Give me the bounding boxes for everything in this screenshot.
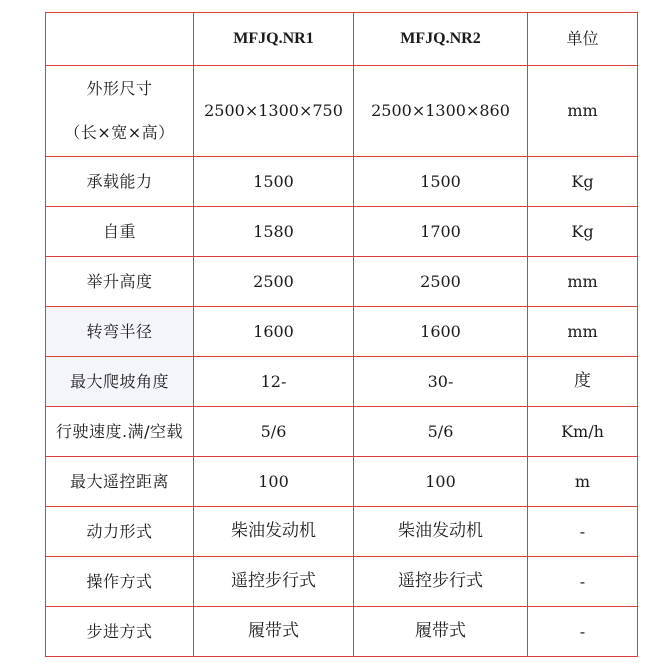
value-unit: Km/h xyxy=(528,407,638,457)
value-model-a: 1500 xyxy=(194,157,354,207)
table-row-travel-speed xyxy=(46,407,638,457)
table-row-dimensions xyxy=(46,66,638,157)
row-label: 行驶速度.满/空载 xyxy=(46,407,194,457)
row-label: 最大爬坡角度 xyxy=(46,357,194,407)
value-model-b: 5/6 xyxy=(354,407,528,457)
row-label: 转弯半径 xyxy=(46,307,194,357)
value-model-a: 2500 xyxy=(194,257,354,307)
spec-table xyxy=(45,12,638,657)
row-label-line2: （长×宽×高） xyxy=(64,123,175,142)
table-row-operation-mode xyxy=(46,557,638,607)
table-row-travel-mode xyxy=(46,607,638,657)
value-unit: - xyxy=(528,507,638,557)
header-model-a: MFJQ.NR1 xyxy=(194,13,354,66)
value-model-a: 履带式 xyxy=(194,607,354,657)
header-label-cell xyxy=(46,13,194,66)
value-unit: Kg xyxy=(528,157,638,207)
value-unit: mm xyxy=(528,66,638,157)
table-row-load-capacity xyxy=(46,157,638,207)
table-row-self-weight xyxy=(46,207,638,257)
value-unit: Kg xyxy=(528,207,638,257)
row-label: 承载能力 xyxy=(46,157,194,207)
value-model-b: 1600 xyxy=(354,307,528,357)
value-model-b: 遥控步行式 xyxy=(354,557,528,607)
value-model-a: 遥控步行式 xyxy=(194,557,354,607)
row-label: 自重 xyxy=(46,207,194,257)
value-unit: - xyxy=(528,557,638,607)
table-row-max-climb-angle xyxy=(46,357,638,407)
value-model-b: 柴油发动机 xyxy=(354,507,528,557)
value-model-a: 2500×1300×750 xyxy=(194,66,354,157)
value-model-b: 100 xyxy=(354,457,528,507)
value-model-b: 1500 xyxy=(354,157,528,207)
row-label: 步进方式 xyxy=(46,607,194,657)
value-model-b: 2500×1300×860 xyxy=(354,66,528,157)
value-unit: mm xyxy=(528,307,638,357)
value-unit: mm xyxy=(528,257,638,307)
value-model-a: 5/6 xyxy=(194,407,354,457)
table-row-lift-height xyxy=(46,257,638,307)
value-model-a: 100 xyxy=(194,457,354,507)
value-model-a: 1600 xyxy=(194,307,354,357)
value-model-b: 履带式 xyxy=(354,607,528,657)
value-model-a: 1580 xyxy=(194,207,354,257)
row-label xyxy=(46,66,194,157)
value-model-b: 1700 xyxy=(354,207,528,257)
header-unit: 单位 xyxy=(528,13,638,66)
value-model-a: 柴油发动机 xyxy=(194,507,354,557)
value-model-b: 2500 xyxy=(354,257,528,307)
table-row-turning-radius xyxy=(46,307,638,357)
value-model-b: 30- xyxy=(354,357,528,407)
row-label: 最大遥控距离 xyxy=(46,457,194,507)
header-row xyxy=(46,13,638,66)
value-unit: m xyxy=(528,457,638,507)
table-row-max-remote-distance xyxy=(46,457,638,507)
value-unit: - xyxy=(528,607,638,657)
row-label-line1: 外形尺寸 xyxy=(86,79,153,98)
row-label: 动力形式 xyxy=(46,507,194,557)
value-model-a: 12- xyxy=(194,357,354,407)
row-label: 举升高度 xyxy=(46,257,194,307)
table-row-power-type xyxy=(46,507,638,557)
value-unit: 度 xyxy=(528,357,638,407)
header-model-b: MFJQ.NR2 xyxy=(354,13,528,66)
row-label: 操作方式 xyxy=(46,557,194,607)
